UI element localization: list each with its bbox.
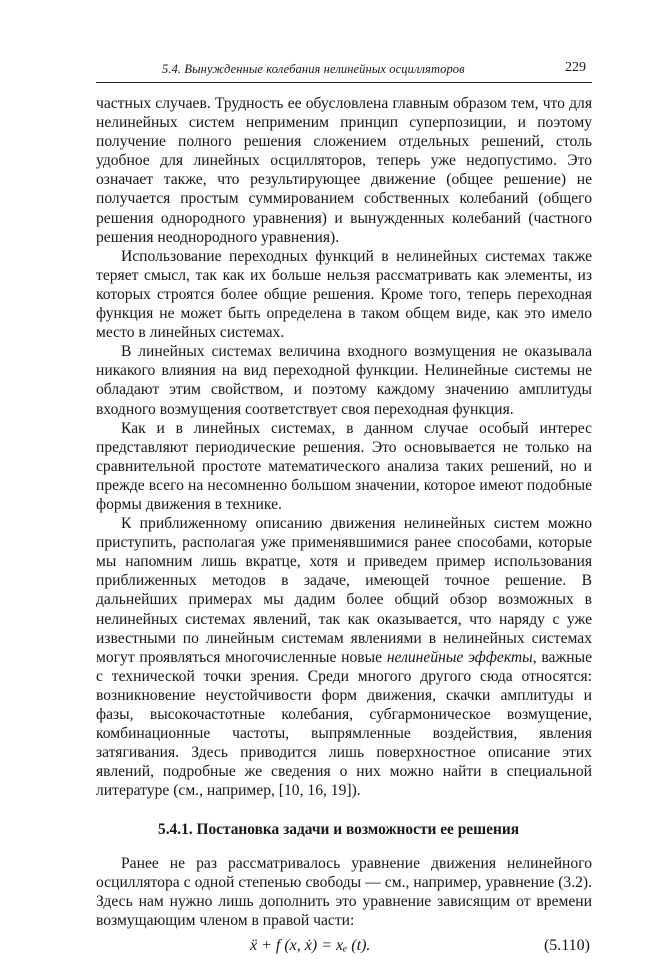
section-intro-paragraph: Ранее не раз рассматривалось уравнение движения нелинейного осциллятора с одной степенью свободы — см., например, уравнение (3.2). Здесь нам нужно лишь дополнить это уравнение зависящим от времени возмущающим членом в правой части: xyxy=(96,854,592,929)
equation-formula: ẍ + f (x, ẋ) = xₑ (t). xyxy=(250,936,371,954)
paragraph-5-part-2: , важные с технической точки зрения. Среди многого другого сюда относятся: возникновение неустойчивости форм движения, скачки амплитуды и фазы, высокочастотные колебания, субгармоническое возмущение, комбинационные частоты, выпрямленные воздействия, явления затягивания. Здесь приводится лишь поверхностное описание этих явлений, подробные же сведения о них можно найти в специальной литературе (см., например, [10, 16, 19]). xyxy=(96,648,592,800)
paragraph-4: Как и в линейных системах, в данном случае особый интерес представляют периодические решения. Это основывается не только на сравнительной простоте математического анализа таких решений, но и прежде всего на несомненно большом значении, которое имеют подобные формы движения в технике. xyxy=(96,419,592,513)
paragraph-5-part-1: К приближенному описанию движения нелинейных систем можно приступить, располагая уже применявшимися ранее способами, которые мы напомним лишь вкратце, хотя и приведем пример использования приближенных методов в задаче, имеющей точное решение. В дальнейших примерах мы дадим более общий обзор возможных в нелинейных системах явлений, так как оказывается, что наряду с уже известными по линейным системам явлениями в нелинейных системах могут проявляться многочисленные новые xyxy=(96,515,592,666)
paragraph-1: частных случаев. Трудность ее обусловлена главным образом тем, что для нелинейных систем неприменим принцип суперпозиции, и поэтому получение полного решения сложением отдельных решений, столь удобное для линейных осцилляторов, теперь уже недопустимо. Это означает также, что результирующее движение (общее решение) не получается простым суммированием собственных колебаний (общего решения однородного уравнения) и вынужденных колебаний (частного решения неоднородного уравнения). xyxy=(96,95,592,246)
page-header xyxy=(96,60,592,83)
emphasis-nonlinear-effects: нелинейные эффекты xyxy=(386,648,533,666)
equation xyxy=(96,934,592,958)
paragraph-3: В линейных системах величина входного возмущения не оказывала никакого влияния на вид переходной функции. Нелинейные системы не обладают этим свойством, и поэтому каждому значению амплитуды входного возмущения соответствует своя переходная функция. xyxy=(96,343,592,418)
running-title: 5.4. Вынужденные колебания нелинейных осцилляторов xyxy=(162,62,465,76)
paragraph-5 xyxy=(96,514,592,800)
page-body xyxy=(96,94,592,958)
equation-number: (5.110) xyxy=(543,936,590,954)
page-number: 229 xyxy=(565,60,586,75)
paragraph-2: Использование переходных функций в нелинейных системах также теряет смысл, так как их больше нельзя рассматривать как элементы, из которых строятся более общие решения. Кроме того, теперь переходная функция не может быть определена в таком общем виде, как это имело место в линейных системах. xyxy=(96,247,592,342)
section-heading: 5.4.1. Постановка задачи и возможности ее решения xyxy=(158,821,520,839)
